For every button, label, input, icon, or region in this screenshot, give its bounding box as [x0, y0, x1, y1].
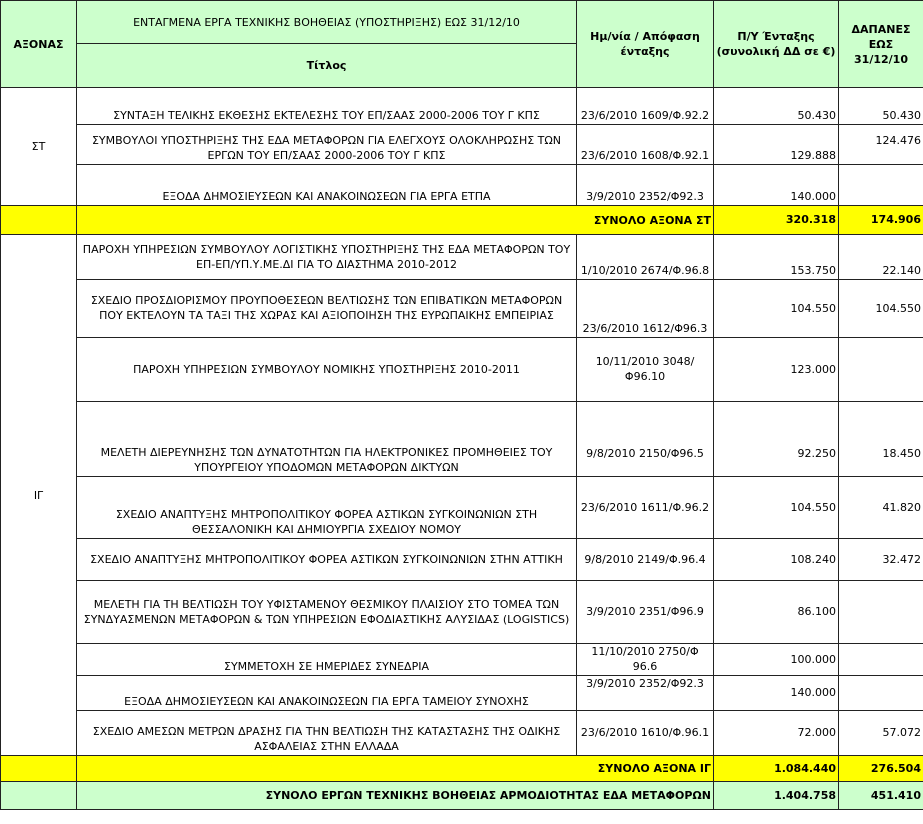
project-budget: 72.000	[714, 711, 839, 756]
project-title: ΜΕΛΕΤΗ ΓΙΑ ΤΗ ΒΕΛΤΙΩΣΗ ΤΟΥ ΥΦΙΣΤΑΜΕΝΟΥ ΘΕΣΜΙΚΟΥ ΠΛΑΙΣΙΟΥ ΣΤΟ ΤΟΜΕΑ ΤΩΝ ΣΥΝΔΥΑΣΜΕΝΩΝ ΜΕΤΑΦΟΡΩΝ & ΤΩΝ ΥΠΗΡΕΣΙΩΝ ΕΦΟΔΙΑΣΤΙΚΗΣ ΑΛΥΣΙΔΑΣ (LOGISTICS)	[77, 581, 577, 644]
project-date: 23/6/2010 1609/Φ.92.2	[577, 88, 714, 125]
table-row	[1, 711, 923, 756]
axis-total-budget: 1.084.440	[714, 756, 839, 782]
project-spend: 22.140	[839, 235, 923, 280]
project-spend	[839, 644, 923, 676]
project-date: 3/9/2010 2351/Φ96.9	[577, 581, 714, 644]
project-spend	[839, 165, 923, 206]
project-date: 9/8/2010 2150/Φ96.5	[577, 402, 714, 477]
date-header: Ημ/νία / Απόφαση ένταξης	[577, 1, 714, 88]
project-budget: 140.000	[714, 676, 839, 711]
axis-cell-st: ΣΤ	[1, 88, 77, 206]
grand-total	[1, 782, 923, 810]
project-spend: 18.450	[839, 402, 923, 477]
table-row	[1, 165, 923, 206]
table-row	[1, 88, 923, 125]
project-spend: 32.472	[839, 539, 923, 581]
project-title: ΣΥΝΤΑΞΗ ΤΕΛΙΚΗΣ ΕΚΘΕΣΗΣ ΕΚΤΕΛΕΣΗΣ ΤΟΥ ΕΠ/ΣΑΑΣ 2000-2006 ΤΟΥ Γ ΚΠΣ	[77, 88, 577, 125]
project-budget: 104.550	[714, 477, 839, 539]
axis-total-row	[1, 206, 923, 235]
budget-header: Π/Υ Ένταξης (συνολική ΔΔ σε €)	[714, 1, 839, 88]
grand-total-row	[1, 782, 923, 810]
project-spend	[839, 338, 923, 402]
project-date: 3/9/2010 2352/Φ92.3	[577, 165, 714, 206]
project-title: ΣΧΕΔΙΟ ΠΡΟΣΔΙΟΡΙΣΜΟΥ ΠΡΟΥΠΟΘΕΣΕΩΝ ΒΕΛΤΙΩΣΗΣ ΤΩΝ ΕΠΙΒΑΤΙΚΩΝ ΜΕΤΑΦΟΡΩΝ ΠΟΥ ΕΚΤΕΛΟΥΝ ΤΑ ΤΑΞΙ ΤΗΣ ΧΩΡΑΣ ΚΑΙ ΑΞΙΟΠΟΙΗΣΗ ΤΗΣ ΕΥΡΩΠΑΙΚΗΣ ΕΜΠΕΙΡΙΑΣ	[77, 280, 577, 338]
project-date: 1/10/2010 2674/Φ.96.8	[577, 235, 714, 280]
project-spend	[839, 676, 923, 711]
project-title: ΣΥΜΜΕΤΟΧΗ ΣΕ ΗΜΕΡΙΔΕΣ ΣΥΝΕΔΡΙΑ	[77, 644, 577, 676]
project-budget: 140.000	[714, 165, 839, 206]
project-date: 23/6/2010 1608/Φ.92.1	[577, 125, 714, 165]
project-date: 11/10/2010 2750/Φ 96.6	[577, 644, 714, 676]
table-row	[1, 235, 923, 280]
project-date: 23/6/2010 1612/Φ96.3	[577, 280, 714, 338]
axis-cell-ig: ΙΓ	[1, 235, 77, 756]
axis-total-spend: 276.504	[839, 756, 923, 782]
project-title: ΣΧΕΔΙΟ ΑΝΑΠΤΥΞΗΣ ΜΗΤΡΟΠΟΛΙΤΙΚΟΥ ΦΟΡΕΑ ΑΣΤΙΚΩΝ ΣΥΓΚΟΙΝΩΝΙΩΝ ΣΤΗΝ ΑΤΤΙΚΗ	[77, 539, 577, 581]
project-date: 10/11/2010 3048/Φ96.10	[577, 338, 714, 402]
project-budget: 86.100	[714, 581, 839, 644]
spend-header: ΔΑΠΑΝΕΣ ΕΩΣ 31/12/10	[839, 1, 923, 88]
axis-total-spend: 174.906	[839, 206, 923, 235]
project-budget: 129.888	[714, 125, 839, 165]
project-budget: 92.250	[714, 402, 839, 477]
group-st	[1, 88, 923, 235]
project-budget: 100.000	[714, 644, 839, 676]
table-row	[1, 477, 923, 539]
axis-total-budget: 320.318	[714, 206, 839, 235]
project-title: ΣΥΜΒΟΥΛΟΙ ΥΠΟΣΤΗΡΙΞΗΣ ΤΗΣ ΕΔΑ ΜΕΤΑΦΟΡΩΝ ΓΙΑ ΕΛΕΓΧΟΥΣ ΟΛΟΚΛΗΡΩΣΗΣ ΤΩΝ ΕΡΓΩΝ ΤΟΥ ΕΠ/ΣΑΑΣ 2000-2006 ΤΟΥ Γ ΚΠΣ	[77, 125, 577, 165]
project-spend: 104.550	[839, 280, 923, 338]
project-budget: 104.550	[714, 280, 839, 338]
project-title: ΕΞΟΔΑ ΔΗΜΟΣΙΕΥΣΕΩΝ ΚΑΙ ΑΝΑΚΟΙΝΩΣΕΩΝ ΓΙΑ ΕΡΓΑ ΤΑΜΕΙΟΥ ΣΥΝΟΧΗΣ	[77, 676, 577, 711]
total-spacer	[1, 206, 77, 235]
project-title: ΜΕΛΕΤΗ ΔΙΕΡΕΥΝΗΣΗΣ ΤΩΝ ΔΥΝΑΤΟΤΗΤΩΝ ΓΙΑ ΗΛΕΚΤΡΟΝΙΚΕΣ ΠΡΟΜΗΘΕΙΕΣ ΤΟΥ ΥΠΟΥΡΓΕΙΟΥ ΥΠΟΔΟΜΩΝ ΜΕΤΑΦΟΡΩΝ ΔΙΚΤΥΩΝ	[77, 402, 577, 477]
table-row	[1, 125, 923, 165]
table-row	[1, 338, 923, 402]
project-title: ΕΞΟΔΑ ΔΗΜΟΣΙΕΥΣΕΩΝ ΚΑΙ ΑΝΑΚΟΙΝΩΣΕΩΝ ΓΙΑ ΕΡΓΑ ΕΤΠΑ	[77, 165, 577, 206]
project-title: ΠΑΡΟΧΗ ΥΠΗΡΕΣΙΩΝ ΣΥΜΒΟΥΛΟΥ ΝΟΜΙΚΗΣ ΥΠΟΣΤΗΡΙΞΗΣ 2010-2011	[77, 338, 577, 402]
total-spacer	[1, 756, 77, 782]
project-budget: 50.430	[714, 88, 839, 125]
grand-total-spend: 451.410	[839, 782, 923, 810]
project-spend: 124.476	[839, 125, 923, 165]
project-title: ΣΧΕΔΙΟ ΑΝΑΠΤΥΞΗΣ ΜΗΤΡΟΠΟΛΙΤΙΚΟΥ ΦΟΡΕΑ ΑΣΤΙΚΩΝ ΣΥΓΚΟΙΝΩΝΙΩΝ ΣΤΗ ΘΕΣΣΑΛΟΝΙΚΗ ΚΑΙ ΔΗΜΙΟΥΡΓΙΑ ΣΧΕΔΙΟΥ ΝΟΜΟΥ	[77, 477, 577, 539]
project-spend	[839, 581, 923, 644]
group-ig	[1, 235, 923, 782]
table-row	[1, 280, 923, 338]
project-spend: 41.820	[839, 477, 923, 539]
table-row	[1, 539, 923, 581]
header-row-1	[1, 1, 923, 44]
project-date: 3/9/2010 2352/Φ92.3	[577, 676, 714, 711]
axis-header: ΑΞΟΝΑΣ	[1, 1, 77, 88]
grand-total-label: ΣΥΝΟΛΟ ΕΡΓΩΝ ΤΕΧΝΙΚΗΣ ΒΟΗΘΕΙΑΣ ΑΡΜΟΔΙΟΤΗΤΑΣ ΕΔΑ ΜΕΤΑΦΟΡΩΝ	[77, 782, 714, 810]
project-title: ΣΧΕΔΙΟ ΑΜΕΣΩΝ ΜΕΤΡΩΝ ΔΡΑΣΗΣ ΓΙΑ ΤΗΝ ΒΕΛΤΙΩΣΗ ΤΗΣ ΚΑΤΑΣΤΑΣΗΣ ΤΗΣ ΟΔΙΚΗΣ ΑΣΦΑΛΕΙΑΣ ΣΤΗΝ ΕΛΛΑΔΑ	[77, 711, 577, 756]
project-title: ΠΑΡΟΧΗ ΥΠΗΡΕΣΙΩΝ ΣΥΜΒΟΥΛΟΥ ΛΟΓΙΣΤΙΚΗΣ ΥΠΟΣΤΗΡΙΞΗΣ ΤΗΣ ΕΔΑ ΜΕΤΑΦΟΡΩΝ ΤΟΥ ΕΠ-ΕΠ/ΥΠ.Υ.ΜΕ.ΔΙ ΓΙΑ ΤΟ ΔΙΑΣΤΗΜΑ 2010-2012	[77, 235, 577, 280]
project-spend: 50.430	[839, 88, 923, 125]
grand-total-spacer	[1, 782, 77, 810]
table-row	[1, 676, 923, 711]
project-spend: 57.072	[839, 711, 923, 756]
title-header: Τίτλος	[77, 44, 577, 88]
table-row	[1, 581, 923, 644]
project-date: 23/6/2010 1610/Φ.96.1	[577, 711, 714, 756]
project-budget: 108.240	[714, 539, 839, 581]
project-date: 9/8/2010 2149/Φ.96.4	[577, 539, 714, 581]
axis-total-label: ΣΥΝΟΛΟ ΑΞΟΝΑ ΙΓ	[77, 756, 714, 782]
project-budget: 153.750	[714, 235, 839, 280]
project-budget: 123.000	[714, 338, 839, 402]
axis-total-row	[1, 756, 923, 782]
grand-total-budget: 1.404.758	[714, 782, 839, 810]
table-main-title: ΕΝΤΑΓΜΕΝΑ ΕΡΓΑ ΤΕΧΝΙΚΗΣ ΒΟΗΘΕΙΑΣ (ΥΠΟΣΤΗΡΙΞΗΣ) ΕΩΣ 31/12/10	[77, 1, 577, 44]
project-date: 23/6/2010 1611/Φ.96.2	[577, 477, 714, 539]
table-row	[1, 402, 923, 477]
table-row	[1, 644, 923, 676]
axis-total-label: ΣΥΝΟΛΟ ΑΞΟΝΑ ΣΤ	[77, 206, 714, 235]
